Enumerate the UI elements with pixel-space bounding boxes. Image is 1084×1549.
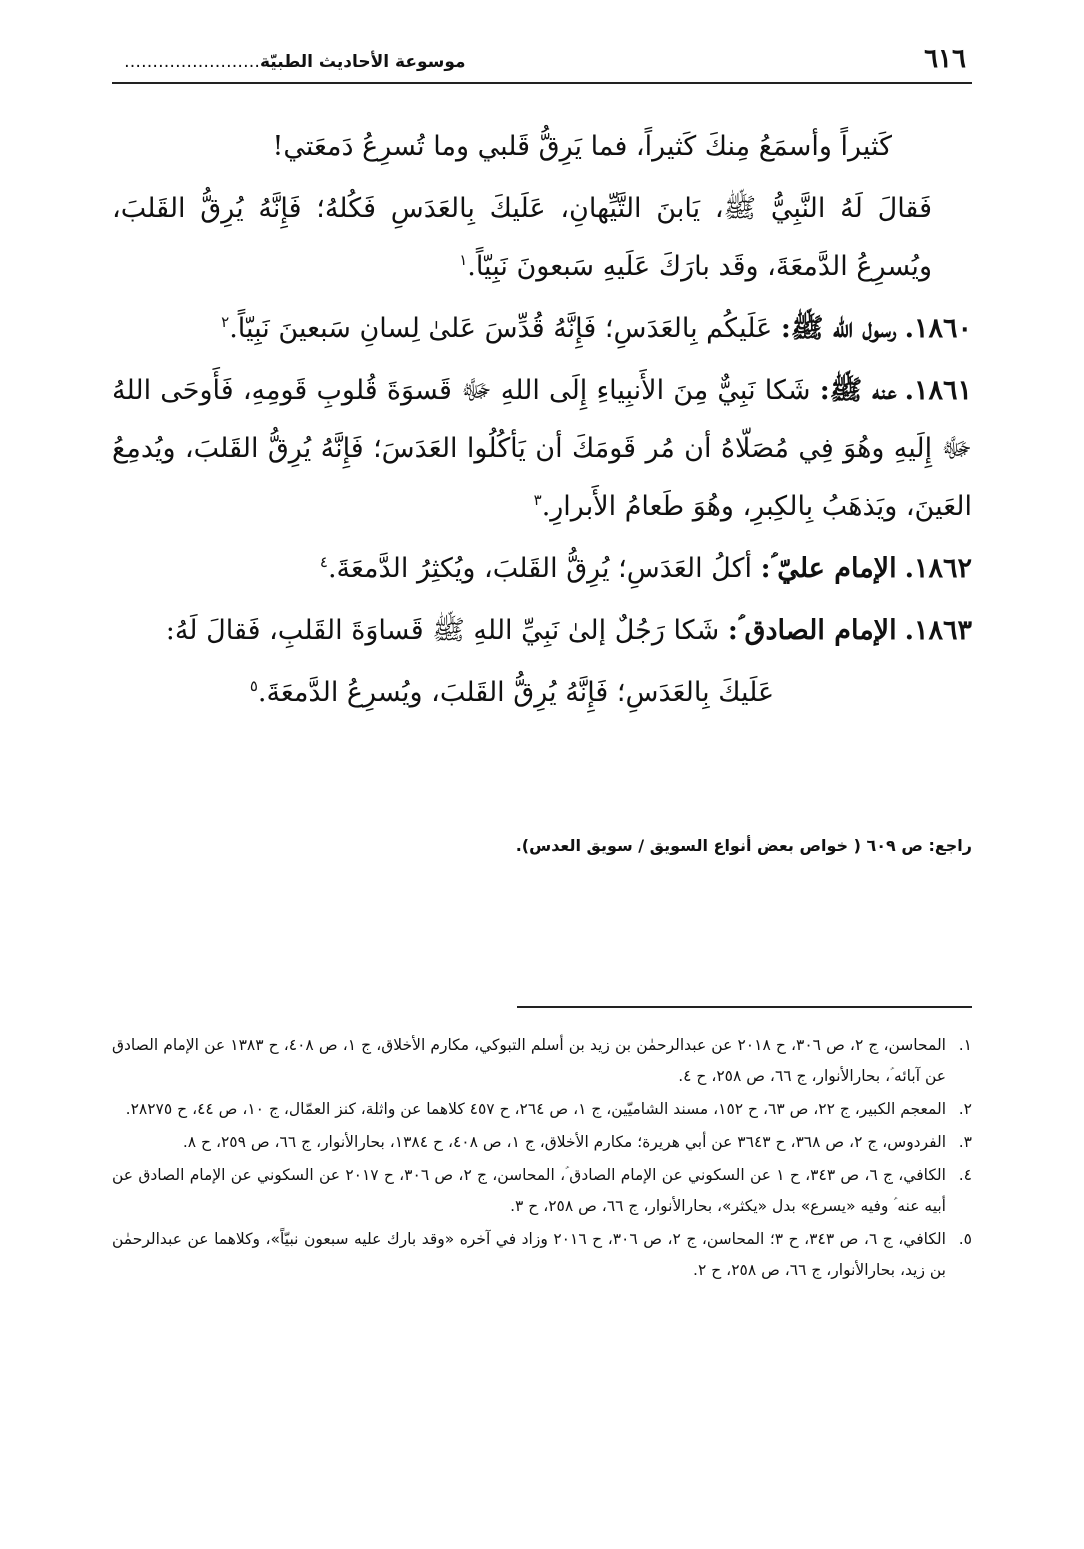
hadith-text: عَلَيكُم بِالعَدَسِ؛ فَإِنَّهُ قُدِّسَ عَلىٰ لِسانِ سَبعينَ نَبِيّاً. bbox=[229, 313, 773, 344]
hadith-number: ١٨٦٣. bbox=[904, 615, 972, 646]
paragraph-text: فَقالَ لَهُ النَّبِيُّ ﷺ، يَابنَ التَّيِّهانِ، عَلَيكَ بِالعَدَسِ فَكُلهُ؛ فَإِنَّهُ يُرِقُّ القَلبَ، ويُسرِعُ الدَّمعَةَ، وقَد بارَكَ عَلَيهِ سَبعونَ نَبِيّاً. bbox=[112, 193, 932, 282]
running-title-text: موسوعة الأحاديث الطبيّة bbox=[260, 52, 466, 72]
hadith-1863-continued bbox=[112, 664, 972, 722]
hadith-number: ١٨٦١. bbox=[904, 375, 972, 406]
hadith-source: رسول الله ﷺ: bbox=[780, 313, 897, 344]
hadith-number: ١٨٦٠. bbox=[904, 313, 972, 344]
hadith-1860 bbox=[112, 300, 972, 358]
paragraph-continued bbox=[112, 118, 972, 176]
paragraph-prophet-reply bbox=[112, 180, 972, 296]
footnote-marker[interactable]: ١ bbox=[459, 251, 468, 269]
footnote-marker[interactable]: ٥ bbox=[249, 677, 258, 695]
hadith-1862 bbox=[112, 540, 972, 598]
footnote-item bbox=[112, 1030, 972, 1092]
footnote-marker[interactable]: ٣ bbox=[533, 491, 542, 509]
page-header bbox=[112, 42, 972, 84]
hadith-1863 bbox=[112, 602, 972, 660]
footnote-text: المحاسن، ج ٢، ص ٣٠٦، ح ٢٠١٨ عن عبدالرحمٰن بن زيد بن أسلم التبوكي، مكارم الأخلاق، ج ١، ص ٤٠٨، ح ١٣٨٣ عن الإمام الصادق عن آبائه ؑ، بحارالأنوار، ج ٦٦، ص ٢٥٨، ح ٤. bbox=[112, 1036, 946, 1085]
footnote-divider bbox=[517, 1006, 972, 1008]
hadith-text: شَكا رَجُلٌ إلىٰ نَبِيِّ اللهِ ﷺ قَساوَةَ القَلبِ، فَقالَ لَهُ: bbox=[165, 615, 720, 646]
hadith-1861 bbox=[112, 362, 972, 536]
hadith-source: عنه ﷺ: bbox=[819, 375, 897, 406]
footnote-text: الكافي، ج ٦، ص ٣٤٣، ح ١ عن السكوني عن الإمام الصادق ؑ، المحاسن، ج ٢، ص ٣٠٦، ح ٢٠١٧ عن السكوني عن الإمام الصادق عن أبيه عنه ؑ وفيه «يسرع» بدل «يكثر»، بحارالأنوار، ج ٦٦، ص ٢٥٨، ح ٣. bbox=[112, 1166, 946, 1215]
footnote-item bbox=[112, 1224, 972, 1286]
footnote-number: ٤. bbox=[958, 1166, 972, 1184]
hadith-source: الإمام عليّ ؑ: bbox=[760, 553, 897, 584]
footnote-number: ٢. bbox=[958, 1100, 972, 1118]
footnote-number: ١. bbox=[958, 1036, 972, 1054]
footnote-marker[interactable]: ٤ bbox=[319, 553, 328, 571]
hadith-source: الإمام الصادق ؑ: bbox=[727, 615, 897, 646]
footnote-marker[interactable]: ٢ bbox=[221, 313, 230, 331]
hadith-text: أكلُ العَدَسِ؛ يُرِقُّ القَلبَ، ويُكثِرُ الدَّمعَةَ. bbox=[327, 553, 752, 584]
footnote-number: ٥. bbox=[958, 1230, 972, 1248]
footnote-text: الفردوس، ج ٢، ص ٣٦٨، ح ٣٦٤٣ عن أبي هريرة؛ مكارم الأخلاق، ج ١، ص ٤٠٨، ح ١٣٨٤، بحارالأنوار، ج ٦٦، ص ٢٥٩، ح ٨. bbox=[182, 1133, 946, 1151]
footnote-text: الكافي، ج ٦، ص ٣٤٣، ح ٣؛ المحاسن، ج ٢، ص ٣٠٦، ح ٢٠١٦ وزاد في آخره «وقد بارك عليه سبعون نبيّاً»، وكلاهما عن عبدالرحمٰن بن زيد، بحارالأنوار، ج ٦٦، ص ٢٥٨، ح ٢. bbox=[112, 1230, 946, 1279]
paragraph-text: كَثيراً وأسمَعُ مِنكَ كَثيراً، فما يَرِقُّ قَلبي وما تُسرِعُ دَمعَتي! bbox=[272, 131, 892, 162]
running-title bbox=[116, 52, 466, 72]
leader-dots: …………………… bbox=[124, 52, 260, 72]
footnote-text: المعجم الكبير، ج ٢٢، ص ٦٣، ح ١٥٢، مسند الشاميّين، ج ١، ص ٢٦٤، ح ٤٥٧ كلاهما عن واثلة، كنز العمّال، ج ١٠، ص ٤٤، ح ٢٨٢٧٥. bbox=[125, 1100, 946, 1118]
footnote-number: ٣. bbox=[958, 1133, 972, 1151]
hadith-text: عَلَيكَ بِالعَدَسِ؛ فَإِنَّهُ يُرِقُّ القَلبَ، ويُسرِعُ الدَّمعَةَ. bbox=[257, 677, 775, 708]
hadith-text: شَكا نَبِيٌّ مِنَ الأَنبِياءِ إِلَى اللهِ ﷻ قَسوَةَ قُلوبِ قَومِهِ، فَأَوحَى اللهُ ﷻ إِلَيهِ وهُوَ فِي مُصَلّاهُ أن مُر قَومَكَ أن يَأكُلُوا العَدَسَ؛ فَإِنَّهُ يُرِقُّ القَلبَ، ويُدمِعُ العَينَ، ويَذهَبُ بِالكِبرِ، وهُوَ طَعامُ الأَبرارِ. bbox=[112, 375, 972, 522]
cross-reference: راجع: ص ٦٠٩ ( خواص بعض أنواع السويق / سويق العدس). bbox=[515, 836, 972, 855]
footnote-item bbox=[112, 1127, 972, 1158]
main-text bbox=[112, 118, 972, 726]
page-number: ٦١٦ bbox=[924, 44, 966, 74]
footnote-item bbox=[112, 1160, 972, 1222]
hadith-number: ١٨٦٢. bbox=[904, 553, 972, 584]
footnotes bbox=[112, 1030, 972, 1288]
footnote-item bbox=[112, 1094, 972, 1125]
